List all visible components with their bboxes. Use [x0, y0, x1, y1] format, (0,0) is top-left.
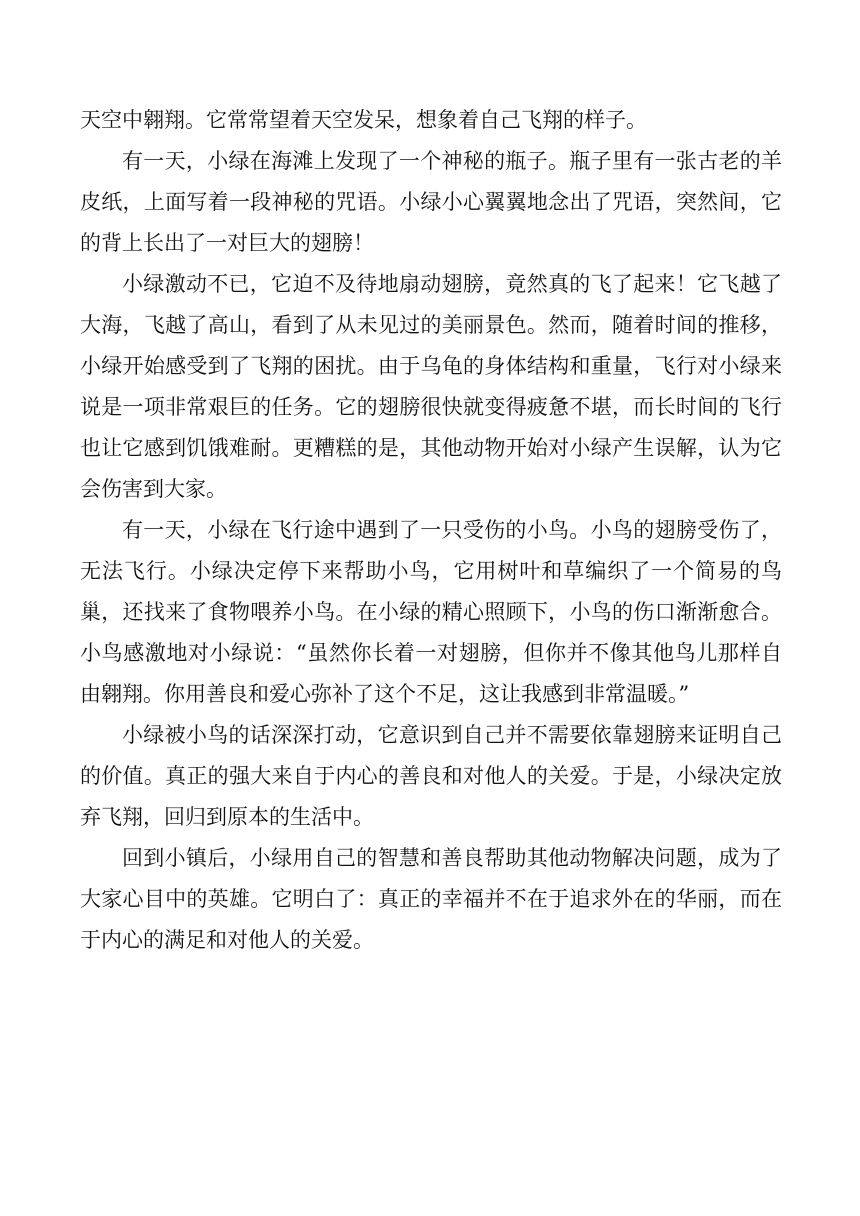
- paragraph: 回到小镇后，小绿用自己的智慧和善良帮助其他动物解决问题，成为了大家心目中的英雄。它明白了：真正的幸福并不在于追求外在的华丽，而在于内心的满足和对他人的关爱。: [80, 846, 782, 952]
- paragraph-continuation: 天空中翱翔。它常常望着天空发呆，想象着自己飞翔的样子。: [80, 108, 647, 132]
- paragraph: 有一天，小绿在飞行途中遇到了一只受伤的小鸟。小鸟的翅膀受伤了，无法飞行。小绿决定停下来帮助小鸟，它用树叶和草编织了一个简易的鸟巢，还找来了食物喂养小鸟。在小绿的精心照顾下，小鸟的伤口渐渐愈合。小鸟感激地对小绿说：“虽然你长着一对翅膀，但你并不像其他鸟儿那样自由翱翔。你用善良和爱心弥补了这个不足，这让我感到非常温暖。”: [80, 518, 782, 706]
- paragraph: 小绿激动不已，它迫不及待地扇动翅膀，竟然真的飞了起来！它飞越了大海，飞越了高山，看到了从未见过的美丽景色。然而，随着时间的推移，小绿开始感受到了飞翔的困扰。由于乌龟的身体结构和重量，飞行对小绿来说是一项非常艰巨的任务。它的翅膀很快就变得疲惫不堪，而长时间的飞行也让它感到饥饿难耐。更糟糕的是，其他动物开始对小绿产生误解，认为它会伤害到大家。: [80, 272, 782, 501]
- paragraph: 有一天，小绿在海滩上发现了一个神秘的瓶子。瓶子里有一张古老的羊皮纸，上面写着一段神秘的咒语。小绿小心翼翼地念出了咒语，突然间，它的背上长出了一对巨大的翅膀！: [80, 149, 782, 255]
- paragraph: 小绿被小鸟的话深深打动，它意识到自己并不需要依靠翅膀来证明自己的价值。真正的强大来自于内心的善良和对他人的关爱。于是，小绿决定放弃飞翔，回归到原本的生活中。: [80, 723, 782, 829]
- document-body: [80, 100, 782, 961]
